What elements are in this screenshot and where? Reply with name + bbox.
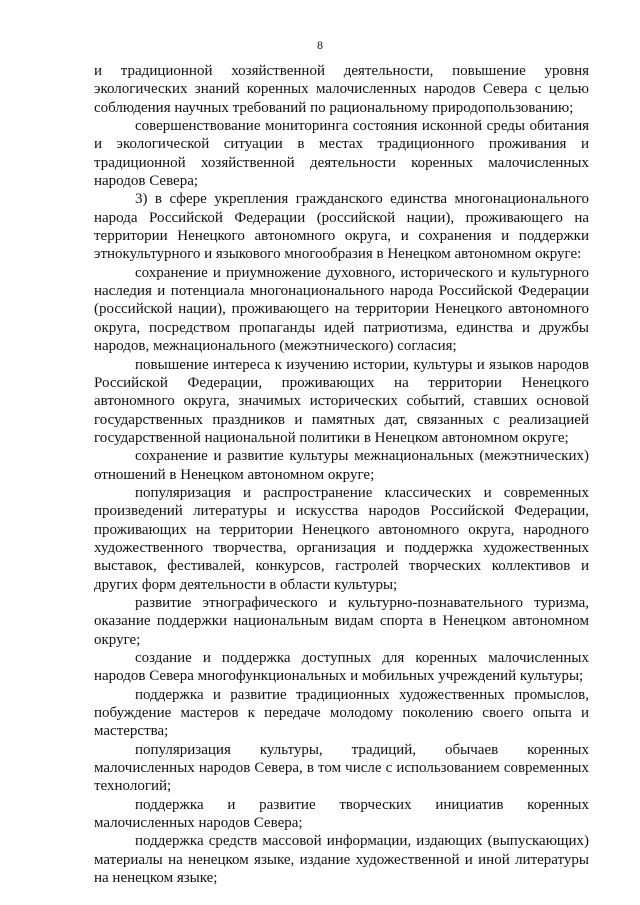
paragraph-12: поддержка и развитие творческих инициатив коренных малочисленных народов Севера;: [94, 796, 589, 832]
paragraph-10: поддержка и развитие традиционных художественных промыслов, побуждение мастеров к передаче молодому поколению своего опыта и мастерства;: [94, 686, 589, 740]
paragraph-8: развитие этнографического и культурно-познавательного туризма, оказание поддержки национальным видам спорта в Ненецком автономном округе;: [94, 594, 589, 648]
paragraph-7: популяризация и распространение классических и современных произведений литературы и искусства народов Российской Федерации, проживающих на территории Ненецкого автономного округа, народного художественного творчества, организация и поддержка художественных выставок, фестивалей, конкурсов, гастролей творческих коллективов и других форм деятельности в области культуры;: [94, 484, 589, 593]
paragraph-6: сохранение и развитие культуры межнациональных (межэтнических) отношений в Ненецком автономном округе;: [94, 448, 589, 483]
paragraph-4: сохранение и приумножение духовного, исторического и культурного наследия и потенциала многонационального народа Российской Федерации (российской нации), проживающего на территории Ненецкого автономного округа, посредством пропаганды идей патриотизма, единства и дружбы народов, межнационального (межэтнического) согласия;: [94, 264, 589, 355]
document-body: [94, 62, 589, 887]
paragraph-9: создание и поддержка доступных для коренных малочисленных народов Севера многофункциональных и мобильных учреждений культуры;: [94, 650, 589, 685]
paragraph-11: популяризация культуры, традиций, обычаев коренных малочисленных народов Севера, в том числе с использованием современных технологий;: [94, 741, 589, 795]
paragraph-2: совершенствование мониторинга состояния исконной среды обитания и экологической ситуации в местах традиционного проживания и традиционной хозяйственной деятельности коренных малочисленных народов Севера;: [94, 118, 589, 190]
paragraph-5: повышение интереса к изучению истории, культуры и языков народов Российской Федерации, проживающих на территории Ненецкого автономного округа, значимых исторических событий, ставших основой государственных праздников и памятных дат, связанных с реализацией государственной национальной политики в Ненецком автономном округе;: [94, 356, 589, 446]
paragraph-13: поддержка средств массовой информации, издающих (выпускающих) материалы на ненецком языке, издание художественной и иной литературы на ненецком языке;: [94, 833, 589, 887]
page-number: 8: [317, 38, 323, 52]
paragraph-1: и традиционной хозяйственной деятельности, повышение уровня экологических знаний коренных малочисленных народов Севера с целью соблюдения научных требований по рациональному природопользованию;: [94, 63, 589, 116]
paragraph-3: 3) в сфере укрепления гражданского единства многонационального народа Российской Федерации (российской нации), проживающего на территории Ненецкого автономного округа, и сохранения и поддержки этнокультурного и языкового многообразия в Ненецком автономном округе:: [94, 191, 589, 263]
